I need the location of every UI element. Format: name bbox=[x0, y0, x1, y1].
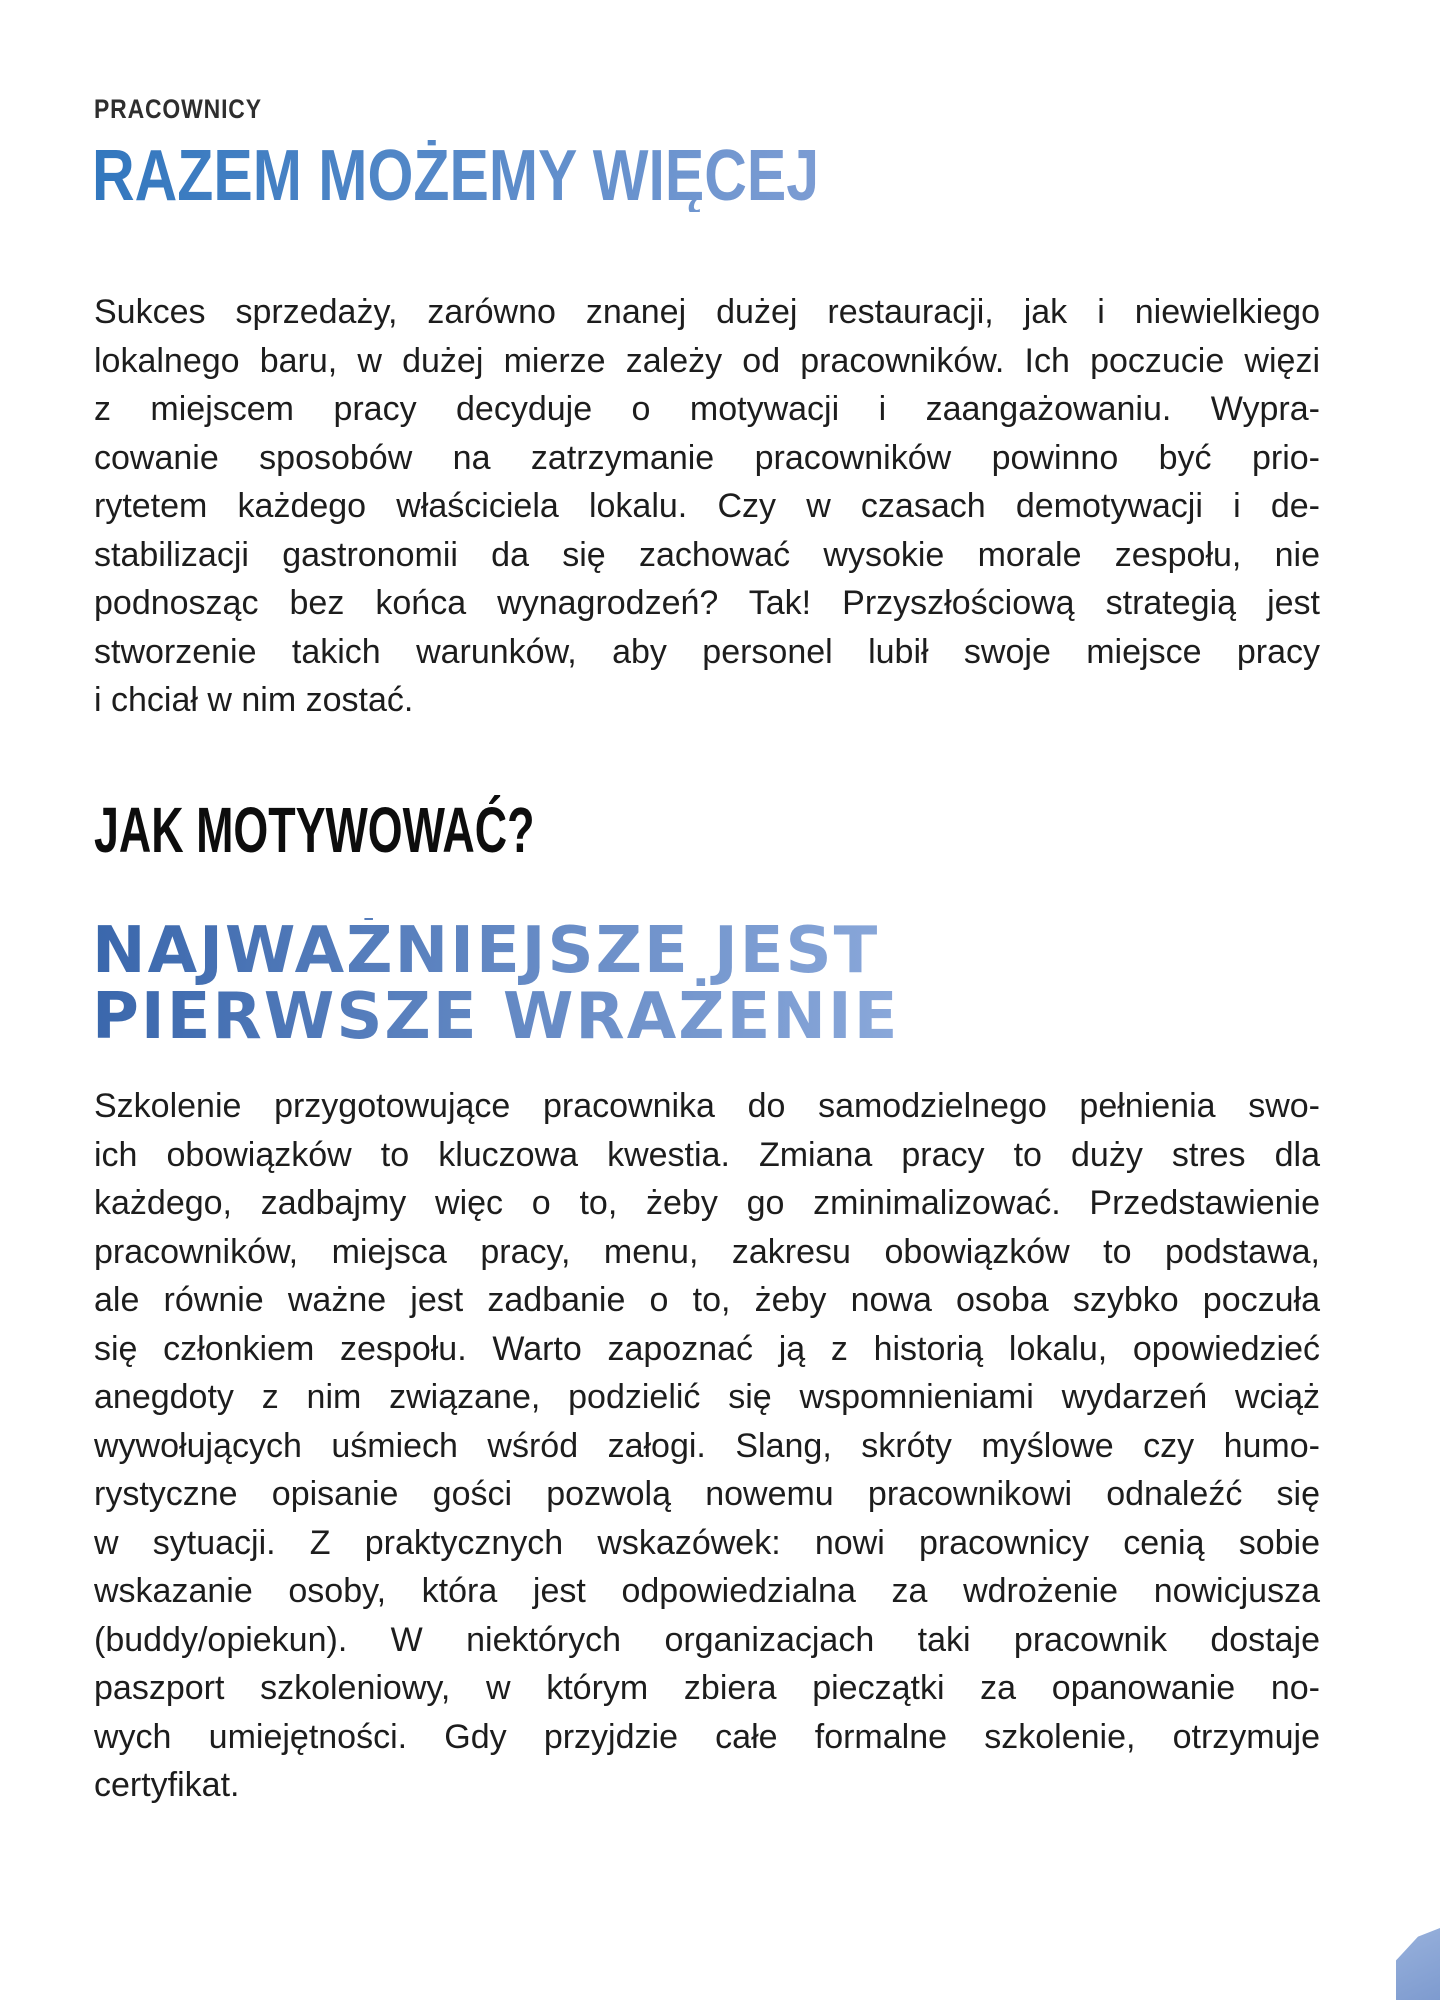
text-line: i chciał w nim zostać. bbox=[94, 681, 414, 719]
text-line: każdego, zadbajmy więc o to, żeby go zminimalizować. Przedstawienie bbox=[94, 1184, 1320, 1222]
sub-heading bbox=[92, 914, 900, 1054]
text-line: ich obowiązków to kluczowa kwestia. Zmiana pracy to duży stres dla bbox=[94, 1135, 1320, 1174]
text-line: paszport szkoleniowy, w którym zbiera pieczątki za opanowanie no- bbox=[94, 1669, 1320, 1707]
text-line: certyfikat. bbox=[94, 1766, 240, 1804]
text-line: Szkolenie przygotowujące pracownika do samodzielnego pełnienia swo- bbox=[94, 1087, 1320, 1125]
kicker-label: PRACOWNICY bbox=[94, 94, 262, 124]
sub-heading-line-1: NAJWAŻNIEJSZE JEST bbox=[92, 914, 880, 988]
text-line: wskazanie osoby, która jest odpowiedzialna za wdrożenie nowicjusza bbox=[94, 1572, 1320, 1610]
text-line: lokalnego baru, w dużej mierze zależy od pracowników. Ich poczucie więzi bbox=[94, 341, 1320, 380]
text-line: wych umiejętności. Gdy przyjdzie całe formalne szkolenie, otrzymuje bbox=[94, 1717, 1320, 1756]
text-line: cowanie sposobów na zatrzymanie pracowników powinno być prio- bbox=[94, 438, 1320, 477]
section-heading: JAK MOTYWOWAĆ? bbox=[94, 794, 535, 866]
text-line: stabilizacji gastronomii da się zachować wysokie morale zespołu, nie bbox=[94, 535, 1320, 574]
text-line: z miejscem pracy decyduje o motywacji i zaangażowaniu. Wypra- bbox=[94, 390, 1320, 428]
intro-paragraph bbox=[94, 288, 1320, 725]
text-line: anegdoty z nim związane, podzielić się wspomnieniami wydarzeń wciąż bbox=[94, 1378, 1320, 1416]
text-line: podnosząc bez końca wynagrodzeń? Tak! Przyszłościową strategią jest bbox=[94, 584, 1320, 622]
corner-decoration-shape bbox=[1396, 1928, 1440, 2000]
text-line: (buddy/opiekun). W niektórych organizacjach taki pracownik dostaje bbox=[94, 1620, 1320, 1659]
text-line: Sukces sprzedaży, zarówno znanej dużej restauracji, jak i niewielkiego bbox=[94, 293, 1320, 331]
text-line: rystyczne opisanie gości pozwolą nowemu pracownikowi odnaleźć się bbox=[94, 1475, 1320, 1513]
text-line: wywołujących uśmiech wśród załogi. Slang, skróty myślowe czy humo- bbox=[94, 1426, 1320, 1465]
sub-heading-line-2: PIERWSZE WRAŻENIE bbox=[92, 980, 900, 1054]
body-paragraph bbox=[94, 1082, 1320, 1810]
text-line: rytetem każdego właściciela lokalu. Czy w czasach demotywacji i de- bbox=[94, 487, 1320, 525]
text-line: w sytuacji. Z praktycznych wskazówek: nowi pracownicy cenią sobie bbox=[94, 1523, 1320, 1562]
text-line: pracowników, miejsca pracy, menu, zakresu obowiązków to podstawa, bbox=[94, 1232, 1320, 1271]
text-line: ale równie ważne jest zadbanie o to, żeby nowa osoba szybko poczuła bbox=[94, 1281, 1320, 1319]
text-line: stworzenie takich warunków, aby personel lubił swoje miejsce pracy bbox=[94, 632, 1320, 671]
text-line: się członkiem zespołu. Warto zapoznać ją z historią lokalu, opowiedzieć bbox=[94, 1329, 1320, 1368]
page-title: RAZEM MOŻEMY WIĘCEJ bbox=[92, 136, 820, 216]
